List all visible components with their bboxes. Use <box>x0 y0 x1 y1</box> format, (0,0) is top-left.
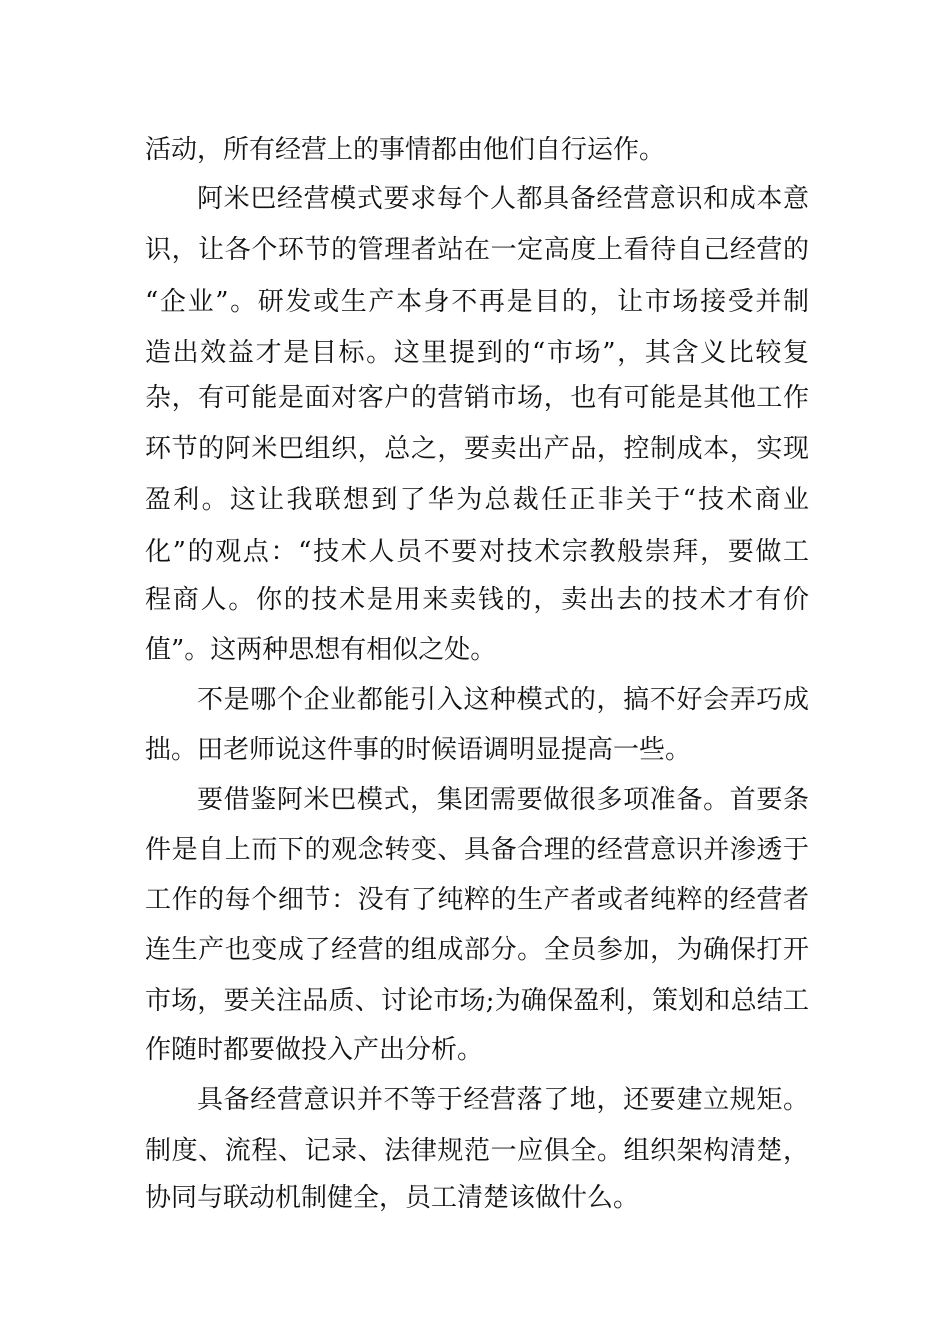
text-line: 盈利。这让我联想到了华为总裁任正非关于“技术商业 <box>145 485 809 515</box>
text-line: 件是自上而下的观念转变、具备合理的经营意识并渗透于 <box>145 835 809 865</box>
paragraph-first-line: 要借鉴阿米巴模式，集团需要做很多项准备。首要条 <box>197 785 809 815</box>
text-line: 环节的阿米巴组织，总之，要卖出产品，控制成本，实现 <box>145 434 809 464</box>
text-line: 程商人。你的技术是用来卖钱的，卖出去的技术才有价 <box>145 585 809 615</box>
text-line: 作随时都要做投入产出分析。 <box>145 1035 484 1065</box>
paragraph-first-line: 具备经营意识并不等于经营落了地，还要建立规矩。 <box>197 1085 809 1115</box>
text-line: 杂，有可能是面对客户的营销市场，也有可能是其他工作 <box>145 383 809 413</box>
text-line: 活动，所有经营上的事情都由他们自行运作。 <box>145 135 666 165</box>
text-line: 协同与联动机制健全，员工清楚该做什么。 <box>145 1183 640 1213</box>
text-line: 工作的每个细节：没有了纯粹的生产者或者纯粹的经营者 <box>145 885 809 915</box>
text-line: 连生产也变成了经营的组成部分。全员参加，为确保打开 <box>145 935 809 965</box>
text-line: 制度、流程、记录、法律规范一应俱全。组织架构清楚， <box>145 1136 809 1166</box>
paragraph-first-line: 阿米巴经营模式要求每个人都具备经营意识和成本意 <box>197 184 809 214</box>
text-line: 市场，要关注品质、讨论市场;为确保盈利，策划和总结工 <box>145 986 809 1016</box>
text-line: 值”。这两种思想有相似之处。 <box>145 635 497 665</box>
text-line: 识，让各个环节的管理者站在一定高度上看待自己经营的 <box>145 235 809 265</box>
paragraph-first-line: 不是哪个企业都能引入这种模式的，搞不好会弄巧成 <box>197 685 809 715</box>
text-line: “企业”。研发或生产本身不再是目的，让市场接受并制 <box>145 287 809 317</box>
text-line: 拙。田老师说这件事的时候语调明显提高一些。 <box>145 735 692 765</box>
text-line: 化”的观点：“技术人员不要对技术宗教般崇拜，要做工 <box>145 537 809 567</box>
text-line: 造出效益才是目标。这里提到的“市场”，其含义比较复 <box>145 338 809 368</box>
